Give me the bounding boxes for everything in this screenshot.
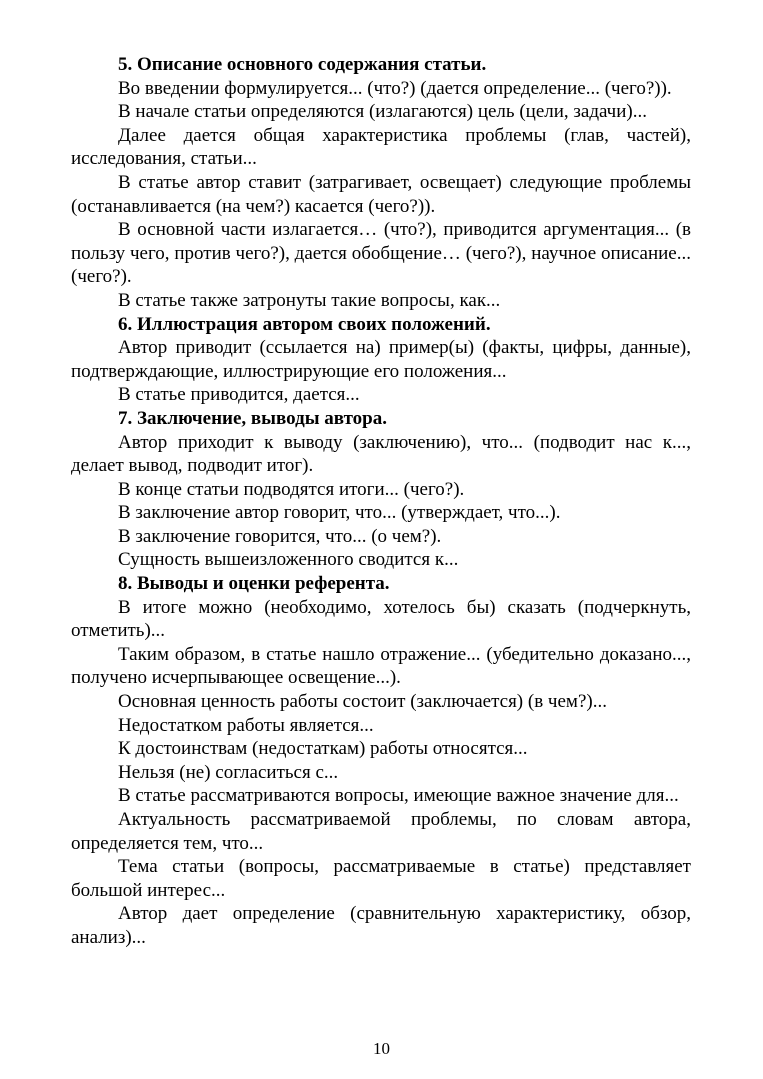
page-number: 10 (373, 1039, 390, 1058)
paragraph: В конце статьи подводятся итоги... (чего?). (118, 478, 465, 500)
paragraph: В итоге можно (необходимо, хотелось бы) сказать (подчеркнуть, отметить)... (71, 596, 691, 642)
paragraph: Недостатком работы является... (118, 714, 374, 736)
section-heading: 8. Выводы и оценки референта. (118, 573, 390, 595)
paragraph: В основной части излагается… (что?), приводится аргументация... (в пользу чего, против чего?), дается обобщение… (чего?), научное описание... (чего?). (71, 219, 691, 288)
paragraph: В статье рассматриваются вопросы, имеющие важное значение для... (118, 785, 679, 807)
paragraph: Автор дает определение (сравнительную характеристику, обзор, анализ)... (71, 903, 691, 948)
document-page (71, 53, 691, 950)
paragraph: В заключение автор говорит, что... (утверждает, что...). (118, 502, 561, 524)
paragraph: Во введении формулируется... (что?) (дается определение... (чего?)). (118, 77, 672, 99)
paragraph: К достоинствам (недостаткам) работы относятся... (118, 738, 528, 760)
paragraph: Актуальность рассматриваемой проблемы, по словам автора, определяется тем, что... (71, 809, 691, 854)
section-heading: 5. Описание основного содержания статьи. (118, 54, 487, 75)
paragraph: В статье также затронуты такие вопросы, как... (118, 289, 501, 311)
paragraph: Основная ценность работы состоит (заключается) (в чем?)... (118, 691, 607, 713)
paragraph: Автор приводит (ссылается на) пример(ы) (факты, цифры, данные), подтверждающие, иллюстрирующие его положения... (71, 337, 691, 382)
paragraph: В заключение говорится, что... (о чем?). (118, 525, 442, 547)
paragraph: Автор приходит к выводу (заключению), что... (подводит нас к..., делает вывод, подводит итог). (71, 431, 691, 477)
paragraph: Тема статьи (вопросы, рассматриваемые в статье) представляет большой интерес... (71, 856, 691, 901)
section-heading: 7. Заключение, выводы автора. (118, 407, 387, 429)
paragraph: Сущность вышеизложенного сводится к... (118, 549, 459, 571)
paragraph: В статье приводится, дается... (118, 384, 360, 406)
paragraph: В начале статьи определяются (излагаются) цель (цели, задачи)... (118, 101, 647, 123)
paragraph: Далее дается общая характеристика проблемы (глав, частей), исследования, статьи... (71, 124, 691, 170)
paragraph: Таким образом, в статье нашло отражение... (убедительно доказано..., получено исчерпывающее освещение...). (71, 643, 691, 689)
section-heading: 6. Иллюстрация автором своих положений. (118, 313, 491, 335)
paragraph: В статье автор ставит (затрагивает, освещает) следующие проблемы (останавливается (на чем?) касается (чего?)). (71, 171, 691, 217)
paragraph: Нельзя (не) согласиться с... (118, 761, 339, 783)
